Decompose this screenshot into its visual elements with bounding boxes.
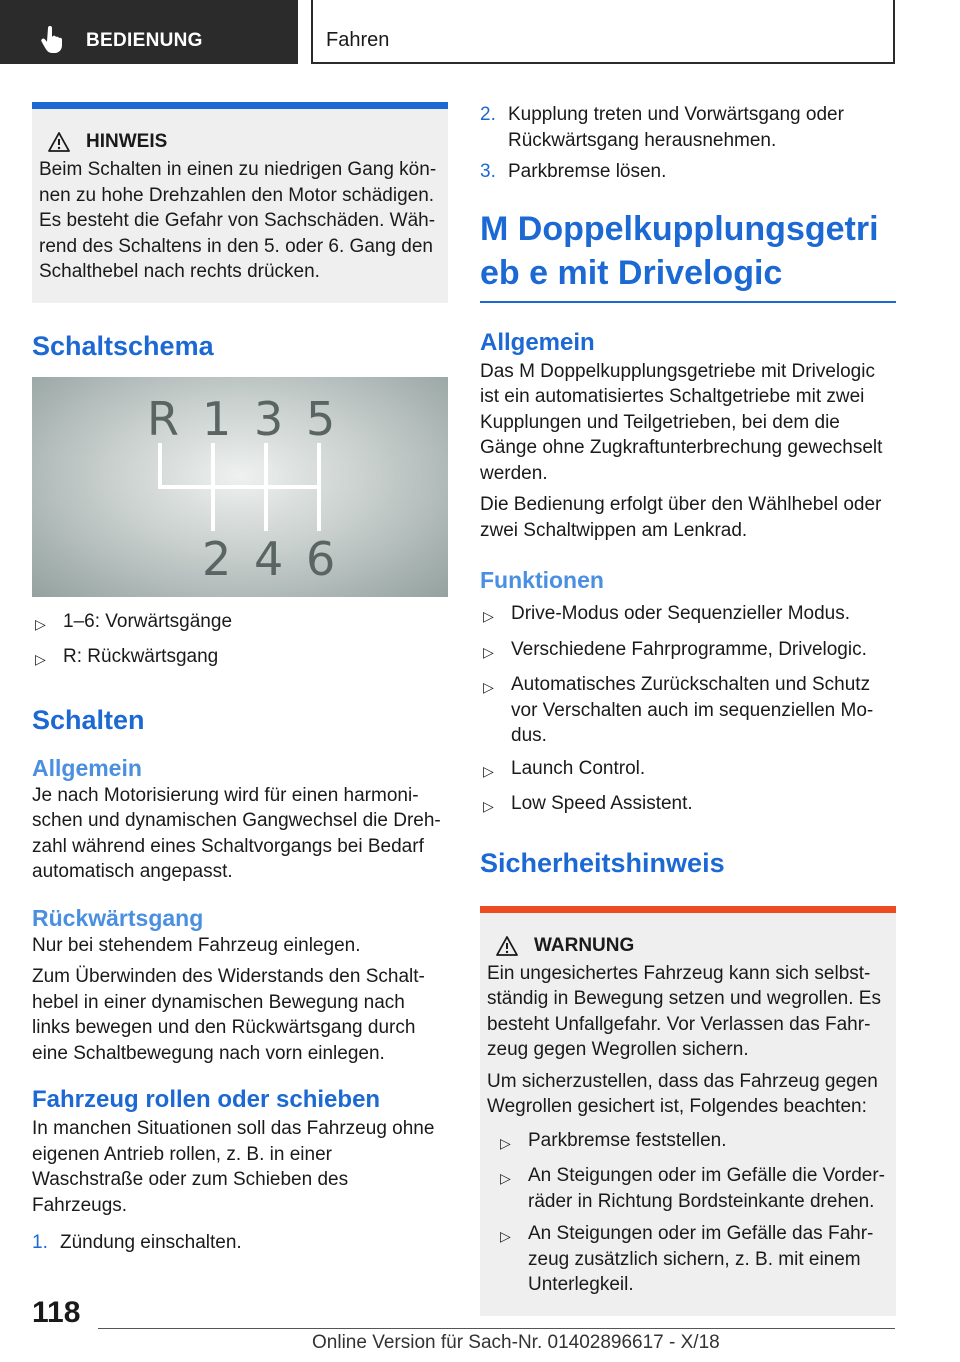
triangle-bullet-icon: ▷	[483, 679, 494, 695]
warning-text: Ein ungesichertes Fahrzeug kann sich selbstständig in Bewegung setzen und wegrollen. Es besteht Unfallgefahr. Vor Verlassen das Fahrzeug gegen Wegrollen sichern.	[487, 962, 881, 1060]
triangle-bullet-icon: ▷	[483, 608, 494, 624]
triangle-bullet-icon: ▷	[483, 762, 494, 779]
notice-title: HINWEIS	[86, 131, 168, 152]
paragraph: Die Bedienung erfolgt über den Wählhebel oder zwei Schaltwippen am Lenkrad.	[480, 494, 882, 541]
triangle-bullet-icon: ▷	[483, 643, 494, 660]
chapter-label: Fahren	[326, 29, 390, 51]
list-item: ▷ R: Rückwärtsgang	[32, 644, 448, 673]
heading-schaltschema: Schaltschema	[32, 330, 214, 361]
step-item: 2. Kupplung treten und Vorwärtsgang oder Rückwärtsgang herausnehmen.	[480, 104, 844, 151]
triangle-bullet-icon: ▷	[483, 798, 494, 814]
gear-label-6: 6	[306, 531, 336, 586]
footer-text: Online Version für Sach-Nr. 01402896617 - X/18	[312, 1332, 720, 1353]
step-item: 1. Zündung einschalten.	[32, 1232, 242, 1253]
heading-allgemein: Allgemein	[480, 328, 595, 356]
heading-schalten: Schalten	[32, 704, 145, 735]
triangle-bullet-icon: ▷	[35, 615, 46, 632]
heading-rueckwaertsgang: Rückwärtsgang	[32, 904, 204, 931]
list-item: ▷ Parkbremse feststellen.	[497, 1128, 888, 1157]
list-item: ▷ Launch Control.	[480, 756, 896, 785]
notice-text: Beim Schalten in einen zu niedrigen Gang können zu hohe Drehzahlen den Motor schädigen. Es besteht die Gefahr von Sachschäden. Während des Schaltens in den 5. oder 6. Gang den Schalthebel nach rechts drücken.	[39, 159, 437, 282]
warning-box	[480, 906, 896, 1316]
gear-label-1: 1	[202, 391, 232, 446]
warning-text: Um sicherzustellen, dass das Fahrzeug gegen Wegrollen gesichert ist, Folgendes beachten:	[487, 1070, 878, 1117]
gear-shift-diagram	[32, 377, 448, 597]
left-column	[32, 102, 448, 1256]
gear-label-5: 5	[306, 391, 336, 446]
warning-triangle-icon	[48, 132, 70, 152]
heading-funktionen: Funktionen	[480, 567, 604, 593]
section-tab	[0, 0, 298, 64]
list-item: ▷ Verschiedene Fahrprogramme, Drivelogic.	[480, 637, 896, 666]
gear-label-3: 3	[254, 391, 284, 446]
list-item: ▷ Automatisches Zurückschalten und Schutz vor Verschalten auch im sequenziellen Modus.	[480, 672, 896, 749]
gear-label-2: 2	[202, 531, 232, 586]
hand-pointer-icon	[40, 26, 64, 54]
heading-allgemein: Allgemein	[32, 754, 142, 781]
page-number: 118	[32, 1296, 81, 1329]
warning-triangle-icon	[496, 936, 518, 956]
footer-divider	[98, 1328, 895, 1329]
triangle-bullet-icon: ▷	[500, 1170, 511, 1186]
list-item: ▷ 1–6: Vorwärtsgänge	[32, 609, 448, 638]
list-item: ▷ Drive-Modus oder Sequenzieller Modus.	[480, 601, 896, 630]
list-item: ▷ Low Speed Assistent.	[480, 791, 896, 820]
step-item: 3. Parkbremse lösen.	[480, 161, 667, 182]
chapter-heading: M Doppelkupplungsgetrieb e mit Drivelogic	[480, 207, 896, 303]
triangle-bullet-icon: ▷	[500, 1228, 511, 1244]
list-item: ▷ An Steigungen oder im Gefälle die Vorderräder in Richtung Bordsteinkante drehen.	[497, 1163, 888, 1214]
warning-title: WARNUNG	[534, 934, 635, 956]
notice-box	[32, 102, 448, 303]
gear-label-r: R	[147, 391, 179, 446]
heading-sicherheitshinweis: Sicherheitshinweis	[480, 847, 725, 878]
paragraph: Je nach Motorisierung wird für einen harmonischen und dynamischen Gangwechsel die Drehzahl während eines Schaltvorgangs bei Bedarf automatisch angepasst.	[32, 784, 441, 882]
paragraph: Zum Überwinden des Widerstands den Schalthebel in einer dynamischen Bewegung nach links bewegen und den Rückwärtsgang durch eine Schaltbewegung nach vorn einlegen.	[32, 966, 425, 1064]
section-label: BEDIENUNG	[86, 30, 203, 51]
triangle-bullet-icon: ▷	[500, 1134, 511, 1151]
triangle-bullet-icon: ▷	[35, 651, 46, 667]
gear-pattern-graphic	[32, 377, 448, 597]
list-item: ▷ An Steigungen oder im Gefälle das Fahrzeug zusätzlich sichern, z. B. mit einem Unterlegkeil.	[497, 1221, 888, 1298]
right-column	[480, 102, 896, 1316]
paragraph: In manchen Situationen soll das Fahrzeug ohne eigenen Antrieb rollen, z. B. in einer Waschstraße oder zum Schieben des Fahrzeugs.	[32, 1118, 435, 1216]
gear-label-4: 4	[254, 531, 284, 586]
chapter-tab	[311, 0, 895, 64]
heading-rollen: Fahrzeug rollen oder schieben	[32, 1086, 381, 1113]
paragraph: Nur bei stehendem Fahrzeug einlegen.	[32, 934, 361, 956]
paragraph: Das M Doppelkupplungsgetriebe mit Drivelogic ist ein automatisiertes Schaltgetriebe mit zwei Kupplungen und Teilgetrieben, bei dem die Gänge ohne Zugkraftunterbrechung gewechselt werden.	[480, 360, 883, 484]
